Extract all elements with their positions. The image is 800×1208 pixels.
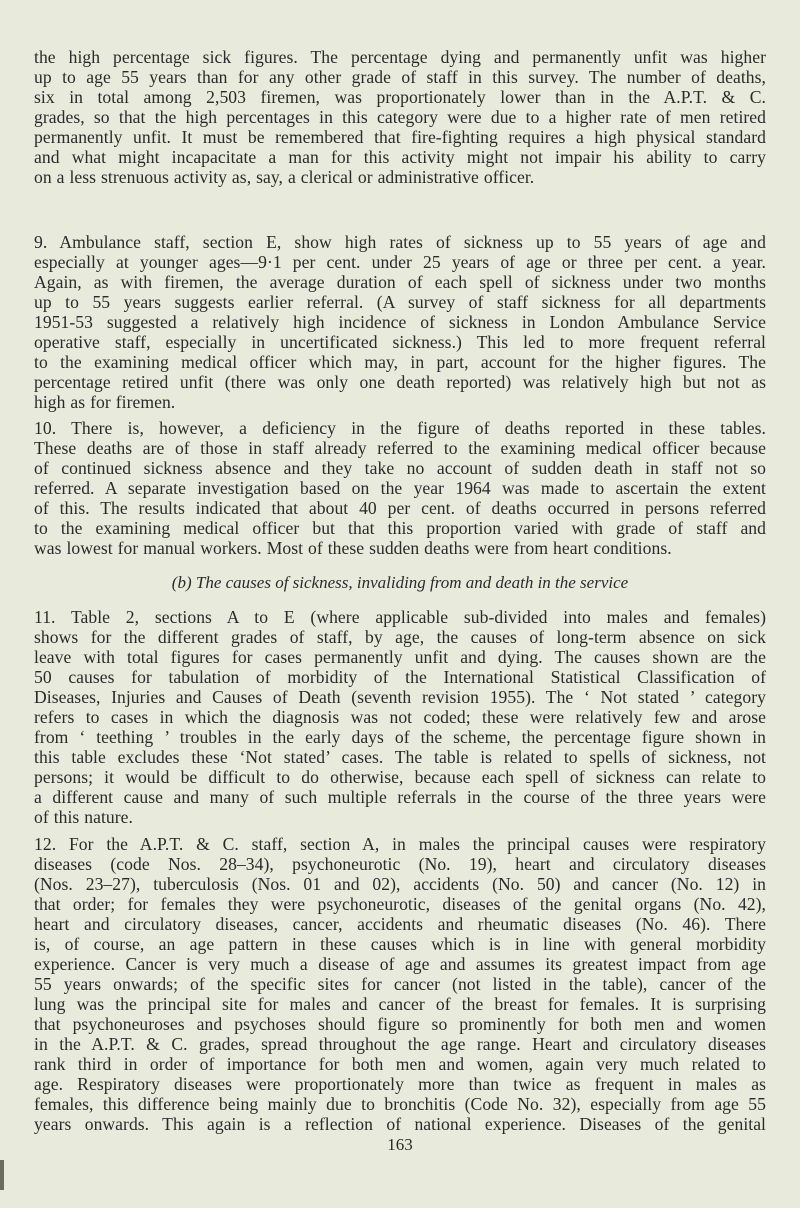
text-line: permanently unfit. It must be remembered that fire-fighting requires a high physical standard — [34, 127, 766, 147]
text-line: refers to cases in which the diagnosis was not coded; these were relatively few and arose — [34, 707, 766, 727]
text-line: years onwards. This again is a reflection of national experience. Diseases of the genital — [34, 1114, 766, 1134]
text-line: in the A.P.T. & C. grades, spread throughout the age range. Heart and circulatory diseases — [34, 1034, 766, 1054]
text-line: to the examining medical officer which may, in part, account for the higher figures. The — [34, 352, 766, 372]
paragraph-12 — [34, 834, 766, 1134]
text-line: 11. Table 2, sections A to E (where applicable sub-divided into males and females) — [34, 607, 766, 627]
text-line: operative staff, especially in uncertificated sickness.) This led to more frequent referral — [34, 332, 766, 352]
text-line: of this nature. — [34, 807, 133, 827]
text-line: age. Respiratory diseases were proportionately more than twice as frequent in males as — [34, 1074, 766, 1094]
text-line: is, of course, an age pattern in these causes which is in line with general morbidity — [34, 934, 766, 954]
text-line: up to 55 years suggests earlier referral. (A survey of staff sickness for all departments — [34, 292, 766, 312]
text-line: 10. There is, however, a deficiency in the figure of deaths reported in these tables. — [34, 418, 766, 438]
text-line: high as for firemen. — [34, 392, 176, 412]
text-line: diseases (code Nos. 28–34), psychoneurotic (No. 19), heart and circulatory diseases — [34, 854, 766, 874]
text-line: that order; for females they were psychoneurotic, diseases of the genital organs (No. 42), — [34, 894, 766, 914]
text-line: 50 causes for tabulation of morbidity of the International Statistical Classification of — [34, 667, 766, 687]
page-number: 163 — [387, 1135, 413, 1154]
paragraph-intro — [34, 47, 766, 187]
text-line: to the examining medical officer but that this proportion varied with grade of staff and — [34, 518, 766, 538]
text-line: from ‘ teething ’ troubles in the early days of the scheme, the percentage figure shown in — [34, 727, 766, 747]
text-line: on a less strenuous activity as, say, a clerical or administrative officer. — [34, 167, 535, 187]
text-line: 1951-53 suggested a relatively high incidence of sickness in London Ambulance Service — [34, 312, 766, 332]
text-line: up to age 55 years than for any other grade of staff in this survey. The number of deaths, — [34, 67, 766, 87]
text-line: experience. Cancer is very much a disease of age and assumes its greatest impact from age — [34, 954, 766, 974]
text-line: and what might incapacitate a man for this activity might not impair his ability to carry — [34, 147, 766, 167]
text-line: referred. A separate investigation based on the year 1964 was made to ascertain the extent — [34, 478, 766, 498]
text-line: heart and circulatory diseases, cancer, accidents and rheumatic diseases (No. 46). There — [34, 914, 766, 934]
text-line: leave with total figures for cases permanently unfit and dying. The causes shown are the — [34, 647, 766, 667]
text-line: of continued sickness absence and they take no account of sudden death in staff not so — [34, 458, 766, 478]
text-line: the high percentage sick figures. The percentage dying and permanently unfit was higher — [34, 47, 766, 67]
text-line: especially at younger ages—9·1 per cent. under 25 years of age or three per cent. a year. — [34, 252, 766, 272]
text-line: 12. For the A.P.T. & C. staff, section A, in males the principal causes were respiratory — [34, 834, 766, 854]
text-line: These deaths are of those in staff already referred to the examining medical officer because — [34, 438, 766, 458]
paragraph-10 — [34, 418, 766, 558]
scan-edge-mark — [0, 1160, 4, 1190]
text-line: this table excludes these ‘Not stated’ cases. The table is related to spells of sickness, not — [34, 747, 766, 767]
text-line: that psychoneuroses and psychoses should figure so prominently for both men and women — [34, 1014, 766, 1034]
paragraph-11 — [34, 607, 766, 827]
text-line: a different cause and many of such multiple referrals in the course of the three years were — [34, 787, 766, 807]
text-line: rank third in order of importance for both men and women, again very much related to — [34, 1054, 766, 1074]
text-line: (Nos. 23–27), tuberculosis (Nos. 01 and 02), accidents (No. 50) and cancer (No. 12) in — [34, 874, 766, 894]
text-line: lung was the principal site for males and cancer of the breast for females. It is surprising — [34, 994, 766, 1014]
text-line: grades, so that the high percentages in this category were due to a higher rate of men retired — [34, 107, 766, 127]
text-line: persons; it would be difficult to do otherwise, because each spell of sickness can relate to — [34, 767, 766, 787]
text-line: percentage retired unfit (there was only one death reported) was relatively high but not as — [34, 372, 766, 392]
text-line: was lowest for manual workers. Most of these sudden deaths were from heart conditions. — [34, 538, 672, 558]
text-line: six in total among 2,503 firemen, was proportionately lower than in the A.P.T. & C. — [34, 87, 766, 107]
text-line: shows for the different grades of staff, by age, the causes of long-term absence on sick — [34, 627, 766, 647]
section-heading: (b) The causes of sickness, invaliding from and death in the service — [171, 573, 629, 592]
text-line: Diseases, Injuries and Causes of Death (seventh revision 1955). The ‘ Not stated ’ category — [34, 687, 766, 707]
text-line: 9. Ambulance staff, section E, show high rates of sickness up to 55 years of age and — [34, 232, 766, 252]
text-line: females, this difference being mainly due to bronchitis (Code No. 32), especially from age 55 — [34, 1094, 766, 1114]
paragraph-9 — [34, 232, 766, 412]
text-line: of this. The results indicated that about 40 per cent. of deaths occurred in persons referred — [34, 498, 766, 518]
text-line: 55 years onwards; of the specific sites for cancer (not listed in the table), cancer of the — [34, 974, 766, 994]
text-line: Again, as with firemen, the average duration of each spell of sickness under two months — [34, 272, 766, 292]
